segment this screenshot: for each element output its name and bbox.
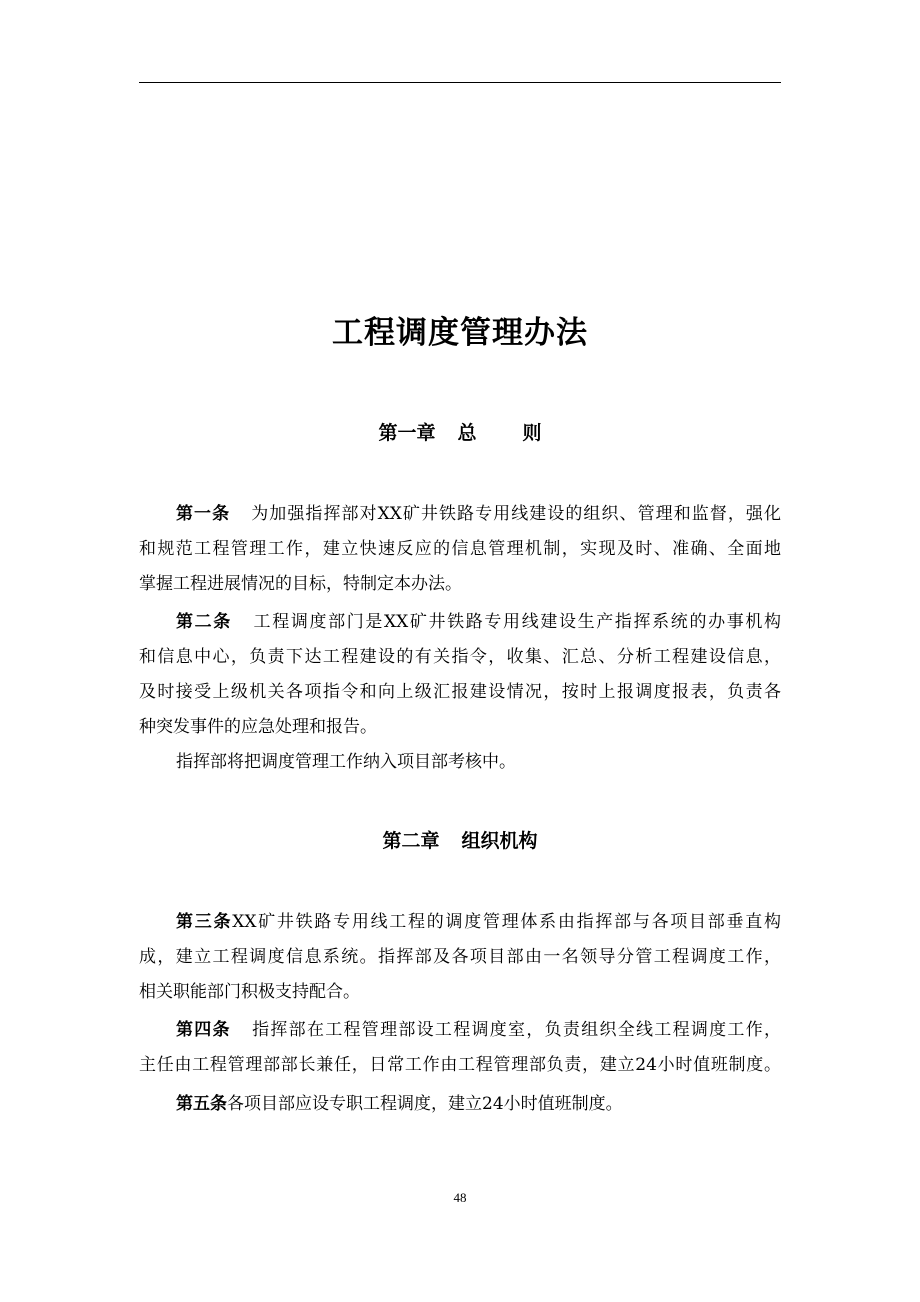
article-2-line-3: 及时接受上级机关各项指令和向上级汇报建设情况，按时上报调度报表，负责各 xyxy=(139,682,781,702)
article-2 xyxy=(139,605,781,780)
chapter-1-prefix: 第一章 xyxy=(378,422,436,444)
header-rule xyxy=(139,82,781,83)
article-3-line-2: 成，建立工程调度信息系统。指挥部及各项目部由一名领导分管工程调度工作， xyxy=(139,947,781,967)
chapter-1-word-1: 总 xyxy=(457,422,477,444)
page-number: 48 xyxy=(453,1190,467,1205)
article-2-line-2: 和信息中心，负责下达工程建设的有关指令，收集、汇总、分析工程建设信息， xyxy=(139,647,781,667)
article-2-line-4: 种突发事件的应急处理和报告。 xyxy=(139,717,377,737)
article-3-label: 第三条 xyxy=(176,912,233,932)
chapter-1-word-2: 则 xyxy=(522,422,542,444)
article-3-line-1: 第三条XX矿井铁路专用线工程的调度管理体系由指挥部与各项目部垂直构 xyxy=(176,912,781,932)
chapter-1-heading xyxy=(139,418,781,448)
article-4 xyxy=(139,1013,781,1083)
article-4-label: 第四条 xyxy=(176,1020,231,1040)
chapter-2-name: 组织机构 xyxy=(461,830,538,852)
article-1-line-2: 和规范工程管理工作，建立快速反应的信息管理机制，实现及时、准确、全面地 xyxy=(139,539,781,559)
chapter-2-heading xyxy=(139,826,781,856)
article-4-line-1: 第四条 指挥部在工程管理部设工程调度室，负责组织全线工程调度工作， xyxy=(176,1020,781,1040)
article-5 xyxy=(139,1087,781,1122)
article-5-line-1: 第五条各项目部应设专职工程调度，建立24小时值班制度。 xyxy=(176,1094,623,1114)
article-3 xyxy=(139,905,781,1010)
chapter-2-prefix: 第二章 xyxy=(382,830,440,852)
article-3-line-3: 相关职能部门积极支持配合。 xyxy=(139,982,360,1002)
article-2-label: 第二条 xyxy=(176,612,232,632)
article-2-extra-line: 指挥部将把调度管理工作纳入项目部考核中。 xyxy=(176,752,516,772)
article-1-line-1: 第一条 为加强指挥部对XX矿井铁路专用线建设的组织、管理和监督，强化 xyxy=(176,504,781,524)
article-1 xyxy=(139,497,781,602)
article-5-label: 第五条 xyxy=(176,1094,227,1114)
article-4-line-2: 主任由工程管理部部长兼任，日常工作由工程管理部负责，建立24小时值班制度。 xyxy=(139,1055,781,1075)
document-title: 工程调度管理办法 xyxy=(332,315,588,351)
article-2-line-1: 第二条 工程调度部门是XX矿井铁路专用线建设生产指挥系统的办事机构 xyxy=(176,612,781,632)
article-1-label: 第一条 xyxy=(176,504,231,524)
article-1-line-3: 掌握工程进展情况的目标，特制定本办法。 xyxy=(139,574,462,594)
